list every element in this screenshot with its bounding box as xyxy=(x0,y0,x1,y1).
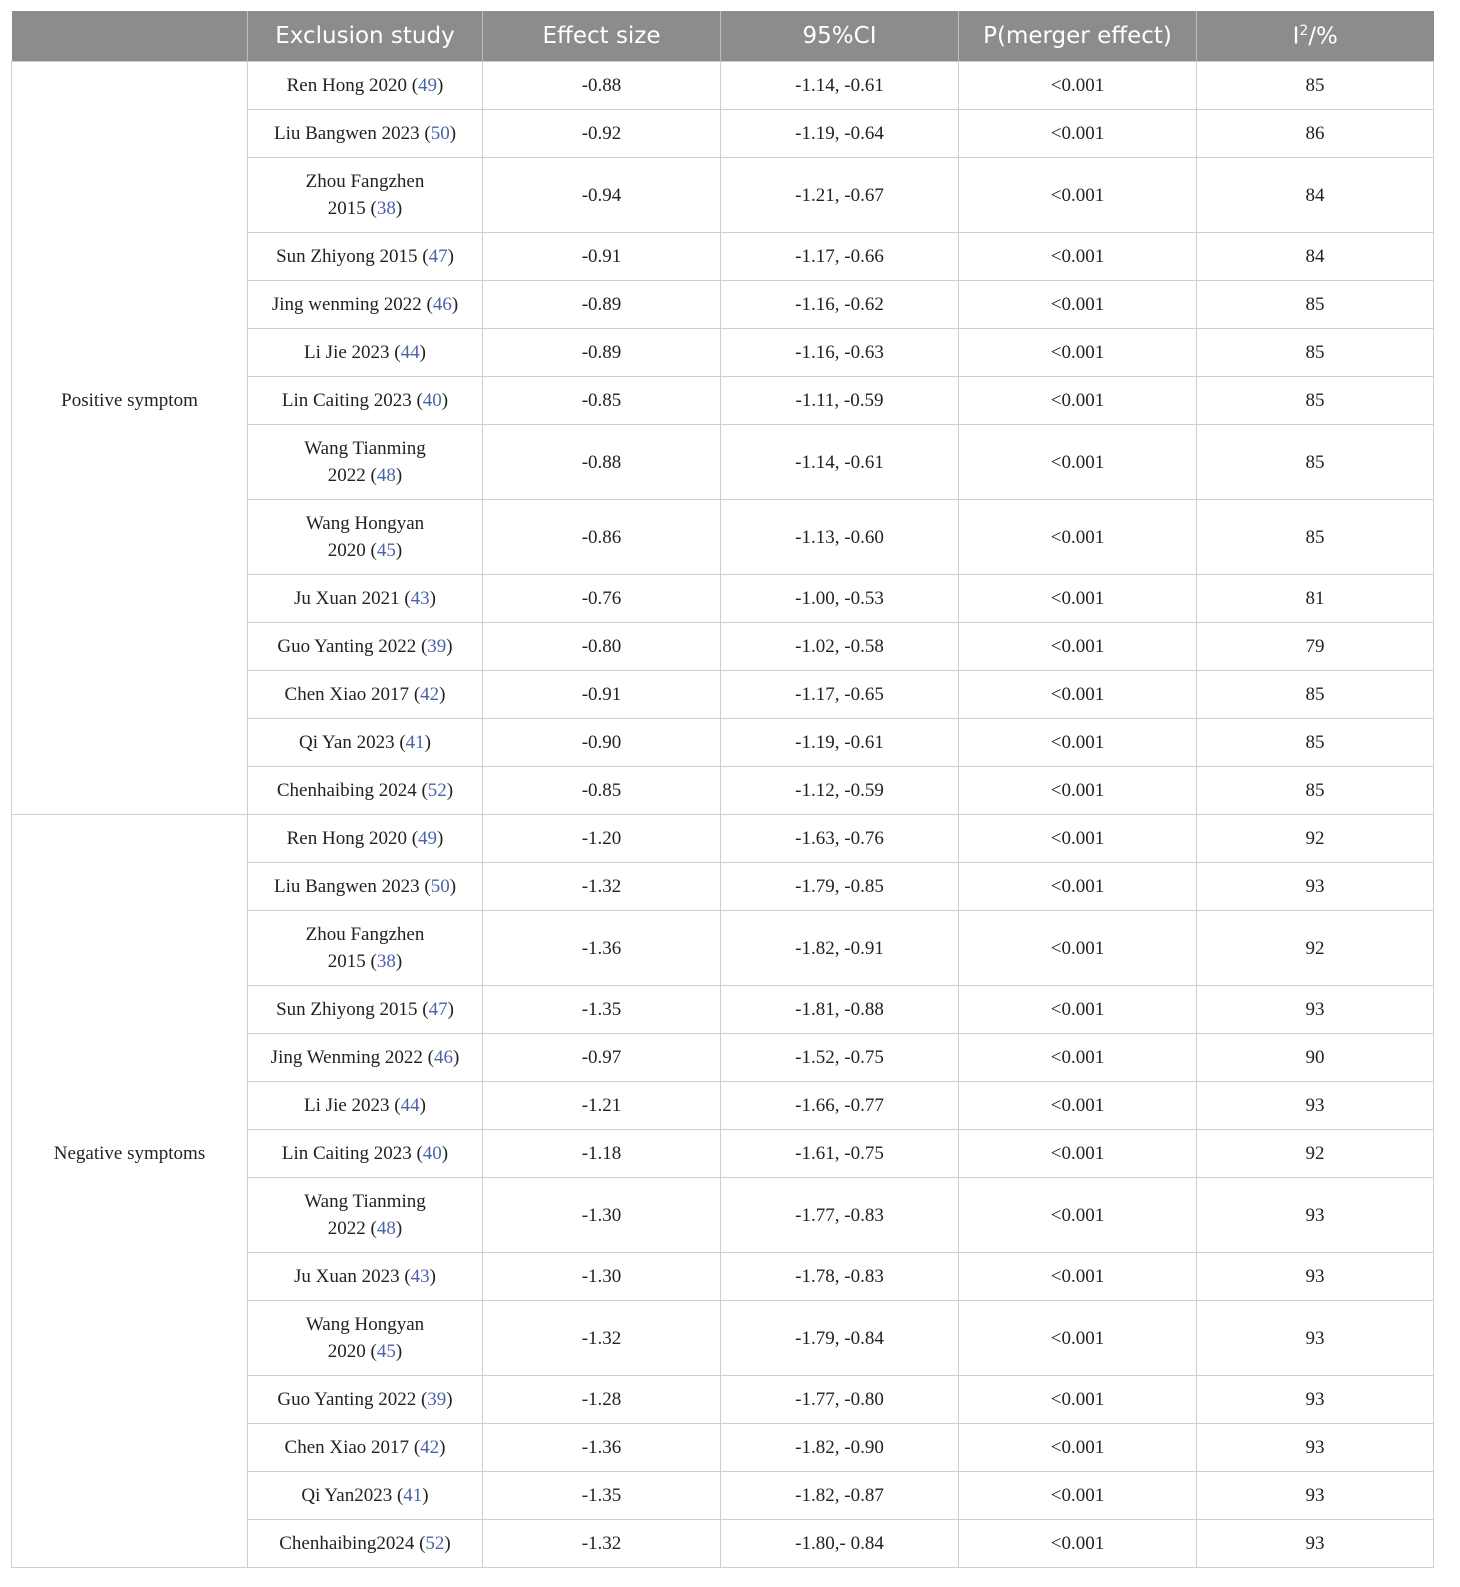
group-label-cell xyxy=(12,1253,248,1301)
study-cell: Jing wenming 2022 (46) xyxy=(248,281,483,329)
table-row xyxy=(12,911,1434,986)
reference-link[interactable]: 41 xyxy=(403,1485,423,1506)
ci-cell: -1.17, -0.65 xyxy=(721,671,959,719)
effect-size-cell: -1.21 xyxy=(483,1082,721,1130)
reference-link[interactable]: 47 xyxy=(428,246,448,267)
p-value-cell: <0.001 xyxy=(959,1301,1197,1376)
reference-link[interactable]: 40 xyxy=(422,390,442,411)
reference-link[interactable]: 39 xyxy=(427,1389,447,1410)
study-cell: Wang Tianming 2022 (48) xyxy=(248,425,483,500)
i2-cell: 79 xyxy=(1197,623,1434,671)
reference-link[interactable]: 43 xyxy=(410,588,430,609)
study-cell: Guo Yanting 2022 (39) xyxy=(248,1376,483,1424)
effect-size-cell: -0.85 xyxy=(483,767,721,815)
reference-link[interactable]: 49 xyxy=(418,75,438,96)
reference-link[interactable]: 50 xyxy=(430,123,450,144)
ci-cell: -1.79, -0.85 xyxy=(721,863,959,911)
i2-cell: 93 xyxy=(1197,1301,1434,1376)
study-cell: Qi Yan 2023 (41) xyxy=(248,719,483,767)
effect-size-cell: -0.88 xyxy=(483,62,721,110)
ci-cell: -1.79, -0.84 xyxy=(721,1301,959,1376)
p-value-cell: <0.001 xyxy=(959,281,1197,329)
table-row xyxy=(12,815,1434,863)
table-row xyxy=(12,1253,1434,1301)
ci-cell: -1.11, -0.59 xyxy=(721,377,959,425)
group-label-cell xyxy=(12,158,248,233)
study-cell: Sun Zhiyong 2015 (47) xyxy=(248,233,483,281)
i2-cell: 85 xyxy=(1197,281,1434,329)
i2-cell: 84 xyxy=(1197,233,1434,281)
study-name: Wang Tianming xyxy=(304,1191,426,1212)
effect-size-cell: -0.92 xyxy=(483,110,721,158)
table-row xyxy=(12,1472,1434,1520)
header-effect-size: Effect size xyxy=(483,11,721,62)
study-cell: Ren Hong 2020 (49) xyxy=(248,815,483,863)
p-value-cell: <0.001 xyxy=(959,1472,1197,1520)
i2-cell: 92 xyxy=(1197,815,1434,863)
effect-size-cell: -1.18 xyxy=(483,1130,721,1178)
ci-cell: -1.16, -0.62 xyxy=(721,281,959,329)
header-group xyxy=(12,11,248,62)
reference-link[interactable]: 38 xyxy=(376,951,396,972)
reference-link[interactable]: 48 xyxy=(376,465,396,486)
p-value-cell: <0.001 xyxy=(959,110,1197,158)
reference-link[interactable]: 46 xyxy=(432,294,452,315)
study-name: Li Jie 2023 xyxy=(304,342,390,363)
study-cell: Chen Xiao 2017 (42) xyxy=(248,671,483,719)
effect-size-cell: -0.88 xyxy=(483,425,721,500)
ci-cell: -1.16, -0.63 xyxy=(721,329,959,377)
i2-cell: 85 xyxy=(1197,62,1434,110)
study-name: Liu Bangwen 2023 xyxy=(273,123,420,144)
study-name: Wang Hongyan xyxy=(305,1314,425,1335)
study-name: Ren Hong 2020 xyxy=(286,75,407,96)
study-name: Guo Yanting 2022 xyxy=(277,636,417,657)
study-name: Liu Bangwen 2023 xyxy=(273,876,420,897)
ci-cell: -1.17, -0.66 xyxy=(721,233,959,281)
study-cell: Zhou Fangzhen 2015 (38) xyxy=(248,158,483,233)
effect-size-cell: -0.91 xyxy=(483,233,721,281)
effect-size-cell: -0.89 xyxy=(483,329,721,377)
i2-cell: 93 xyxy=(1197,1376,1434,1424)
study-year: 2015 xyxy=(327,198,366,219)
study-year: 2020 xyxy=(327,540,366,561)
reference-link[interactable]: 44 xyxy=(400,1095,420,1116)
effect-size-cell: -0.85 xyxy=(483,377,721,425)
reference-link[interactable]: 48 xyxy=(376,1218,396,1239)
study-name: Guo Yanting 2022 xyxy=(277,1389,417,1410)
group-label-cell xyxy=(12,110,248,158)
ci-cell: -1.21, -0.67 xyxy=(721,158,959,233)
i2-cell: 85 xyxy=(1197,425,1434,500)
i2-cell: 85 xyxy=(1197,767,1434,815)
effect-size-cell: -0.80 xyxy=(483,623,721,671)
group-label-cell xyxy=(12,500,248,575)
table-row xyxy=(12,575,1434,623)
p-value-cell: <0.001 xyxy=(959,1253,1197,1301)
group-label: Positive symptom xyxy=(61,390,198,411)
reference-link[interactable]: 50 xyxy=(430,876,450,897)
study-name: Chen Xiao 2017 xyxy=(284,684,410,705)
group-label-cell xyxy=(12,671,248,719)
table-row xyxy=(12,62,1434,110)
study-cell: Qi Yan2023 (41) xyxy=(248,1472,483,1520)
reference-link[interactable]: 43 xyxy=(410,1266,430,1287)
i2-cell: 93 xyxy=(1197,1472,1434,1520)
group-label-cell xyxy=(12,1301,248,1376)
table-row xyxy=(12,719,1434,767)
reference-link[interactable]: 52 xyxy=(427,780,447,801)
i2-cell: 90 xyxy=(1197,1034,1434,1082)
table-row xyxy=(12,425,1434,500)
reference-link[interactable]: 47 xyxy=(428,999,448,1020)
study-name: Jing Wenming 2022 xyxy=(270,1047,423,1068)
p-value-cell: <0.001 xyxy=(959,986,1197,1034)
study-cell: Jing Wenming 2022 (46) xyxy=(248,1034,483,1082)
study-name: Li Jie 2023 xyxy=(304,1095,390,1116)
study-year: 2015 xyxy=(327,951,366,972)
study-name: Lin Caiting 2023 xyxy=(281,390,412,411)
table-row xyxy=(12,1301,1434,1376)
group-label-cell xyxy=(12,1376,248,1424)
table-row xyxy=(12,986,1434,1034)
i2-cell: 93 xyxy=(1197,1424,1434,1472)
study-name: Sun Zhiyong 2015 xyxy=(276,246,418,267)
effect-size-cell: -1.36 xyxy=(483,911,721,986)
group-label-cell xyxy=(12,815,248,863)
table-row xyxy=(12,863,1434,911)
group-label-cell xyxy=(12,1424,248,1472)
table-row xyxy=(12,377,1434,425)
effect-size-cell: -1.36 xyxy=(483,1424,721,1472)
p-value-cell: <0.001 xyxy=(959,1520,1197,1568)
sensitivity-analysis-table xyxy=(11,11,1434,1568)
i2-cell: 93 xyxy=(1197,1520,1434,1568)
effect-size-cell: -1.30 xyxy=(483,1178,721,1253)
group-label-cell xyxy=(12,623,248,671)
i2-cell: 93 xyxy=(1197,863,1434,911)
p-value-cell: <0.001 xyxy=(959,815,1197,863)
ci-cell: -1.61, -0.75 xyxy=(721,1130,959,1178)
study-cell: Wang Hongyan 2020 (45) xyxy=(248,500,483,575)
effect-size-cell: -1.32 xyxy=(483,1301,721,1376)
i2-cell: 81 xyxy=(1197,575,1434,623)
ci-cell: -1.14, -0.61 xyxy=(721,62,959,110)
study-name: Sun Zhiyong 2015 xyxy=(276,999,418,1020)
group-label-cell xyxy=(12,1520,248,1568)
study-cell: Li Jie 2023 (44) xyxy=(248,1082,483,1130)
p-value-cell: <0.001 xyxy=(959,1376,1197,1424)
table-row xyxy=(12,1082,1434,1130)
table-row xyxy=(12,623,1434,671)
group-label-cell xyxy=(12,425,248,500)
ci-cell: -1.82, -0.90 xyxy=(721,1424,959,1472)
study-name: Qi Yan2023 xyxy=(301,1485,393,1506)
table-row xyxy=(12,671,1434,719)
group-label-cell xyxy=(12,377,248,425)
reference-link[interactable]: 49 xyxy=(418,828,438,849)
ci-cell: -1.19, -0.61 xyxy=(721,719,959,767)
header-exclusion-study: Exclusion study xyxy=(248,11,483,62)
table-row xyxy=(12,500,1434,575)
p-value-cell: <0.001 xyxy=(959,425,1197,500)
reference-link[interactable]: 46 xyxy=(433,1047,453,1068)
ci-cell: -1.81, -0.88 xyxy=(721,986,959,1034)
p-value-cell: <0.001 xyxy=(959,377,1197,425)
group-label-cell xyxy=(12,863,248,911)
table-row xyxy=(12,281,1434,329)
reference-link[interactable]: 38 xyxy=(376,198,396,219)
p-value-cell: <0.001 xyxy=(959,500,1197,575)
study-year: 2022 xyxy=(327,465,366,486)
study-cell: Wang Hongyan 2020 (45) xyxy=(248,1301,483,1376)
effect-size-cell: -1.32 xyxy=(483,1520,721,1568)
study-cell: Ju Xuan 2021 (43) xyxy=(248,575,483,623)
reference-link[interactable]: 52 xyxy=(425,1533,445,1554)
ci-cell: -1.80,- 0.84 xyxy=(721,1520,959,1568)
table-row xyxy=(12,1520,1434,1568)
study-cell: Lin Caiting 2023 (40) xyxy=(248,1130,483,1178)
i2-cell: 86 xyxy=(1197,110,1434,158)
study-year: 2020 xyxy=(327,1341,366,1362)
study-name: Ju Xuan 2021 xyxy=(294,588,400,609)
study-cell: Guo Yanting 2022 (39) xyxy=(248,623,483,671)
study-cell: Chenhaibing2024 (52) xyxy=(248,1520,483,1568)
study-cell: Lin Caiting 2023 (40) xyxy=(248,377,483,425)
group-label-cell xyxy=(12,1082,248,1130)
effect-size-cell: -1.28 xyxy=(483,1376,721,1424)
reference-link[interactable]: 42 xyxy=(420,1437,440,1458)
group-label-cell xyxy=(12,719,248,767)
reference-link[interactable]: 39 xyxy=(427,636,447,657)
study-name: Ren Hong 2020 xyxy=(286,828,407,849)
ci-cell: -1.77, -0.80 xyxy=(721,1376,959,1424)
group-label-cell xyxy=(12,329,248,377)
reference-link[interactable]: 45 xyxy=(376,540,396,561)
reference-link[interactable]: 44 xyxy=(400,342,420,363)
i2-cell: 92 xyxy=(1197,1130,1434,1178)
study-cell: Zhou Fangzhen 2015 (38) xyxy=(248,911,483,986)
p-value-cell: <0.001 xyxy=(959,1424,1197,1472)
i2-cell: 93 xyxy=(1197,1178,1434,1253)
reference-link[interactable]: 40 xyxy=(422,1143,442,1164)
effect-size-cell: -0.97 xyxy=(483,1034,721,1082)
ci-cell: -1.82, -0.91 xyxy=(721,911,959,986)
i2-cell: 85 xyxy=(1197,719,1434,767)
study-year: 2022 xyxy=(327,1218,366,1239)
group-label-cell xyxy=(12,62,248,110)
i2-cell: 85 xyxy=(1197,329,1434,377)
ci-cell: -1.00, -0.53 xyxy=(721,575,959,623)
table-row xyxy=(12,1130,1434,1178)
group-label-cell xyxy=(12,986,248,1034)
study-cell: Ju Xuan 2023 (43) xyxy=(248,1253,483,1301)
i2-cell: 93 xyxy=(1197,986,1434,1034)
header-i2: $I^2/\%$ xyxy=(1197,11,1434,62)
i2-cell: 92 xyxy=(1197,911,1434,986)
p-value-cell: <0.001 xyxy=(959,62,1197,110)
effect-size-cell: -0.89 xyxy=(483,281,721,329)
group-label-cell xyxy=(12,1178,248,1253)
ci-cell: -1.52, -0.75 xyxy=(721,1034,959,1082)
group-label-cell xyxy=(12,233,248,281)
i2-cell: 93 xyxy=(1197,1082,1434,1130)
study-name: Chen Xiao 2017 xyxy=(284,1437,410,1458)
effect-size-cell: -1.35 xyxy=(483,986,721,1034)
group-label-cell xyxy=(12,767,248,815)
table-body xyxy=(12,62,1434,1568)
study-cell: Li Jie 2023 (44) xyxy=(248,329,483,377)
effect-size-cell: -1.20 xyxy=(483,815,721,863)
p-value-cell: <0.001 xyxy=(959,329,1197,377)
effect-size-cell: -0.86 xyxy=(483,500,721,575)
study-name: Zhou Fangzhen xyxy=(305,924,425,945)
table-header xyxy=(12,11,1434,62)
effect-size-cell: -1.35 xyxy=(483,1472,721,1520)
ci-cell: -1.13, -0.60 xyxy=(721,500,959,575)
study-cell: Sun Zhiyong 2015 (47) xyxy=(248,986,483,1034)
table-row xyxy=(12,233,1434,281)
ci-cell: -1.63, -0.76 xyxy=(721,815,959,863)
header-ci: 95%CI xyxy=(721,11,959,62)
reference-link[interactable]: 42 xyxy=(420,684,440,705)
study-cell: Chenhaibing 2024 (52) xyxy=(248,767,483,815)
ci-cell: -1.78, -0.83 xyxy=(721,1253,959,1301)
reference-link[interactable]: 45 xyxy=(376,1341,396,1362)
group-label-cell xyxy=(12,575,248,623)
p-value-cell: <0.001 xyxy=(959,158,1197,233)
p-value-cell: <0.001 xyxy=(959,719,1197,767)
study-name: Jing wenming 2022 xyxy=(271,294,422,315)
p-value-cell: <0.001 xyxy=(959,233,1197,281)
ci-cell: -1.82, -0.87 xyxy=(721,1472,959,1520)
p-value-cell: <0.001 xyxy=(959,767,1197,815)
table-row xyxy=(12,1424,1434,1472)
ci-cell: -1.77, -0.83 xyxy=(721,1178,959,1253)
table-row xyxy=(12,1034,1434,1082)
group-label-cell xyxy=(12,281,248,329)
effect-size-cell: -1.30 xyxy=(483,1253,721,1301)
table-row xyxy=(12,158,1434,233)
p-value-cell: <0.001 xyxy=(959,671,1197,719)
i2-cell: 84 xyxy=(1197,158,1434,233)
table-container xyxy=(11,11,1433,1568)
group-label-cell xyxy=(12,1472,248,1520)
i2-cell: 85 xyxy=(1197,671,1434,719)
p-value-cell: <0.001 xyxy=(959,863,1197,911)
study-name: Chenhaibing 2024 xyxy=(276,780,417,801)
study-name: Lin Caiting 2023 xyxy=(281,1143,412,1164)
study-name: Zhou Fangzhen xyxy=(305,171,425,192)
effect-size-cell: -1.32 xyxy=(483,863,721,911)
ci-cell: -1.14, -0.61 xyxy=(721,425,959,500)
table-row xyxy=(12,329,1434,377)
p-value-cell: <0.001 xyxy=(959,623,1197,671)
p-value-cell: <0.001 xyxy=(959,1034,1197,1082)
ci-cell: -1.02, -0.58 xyxy=(721,623,959,671)
p-value-cell: <0.001 xyxy=(959,575,1197,623)
study-name: Wang Hongyan xyxy=(305,513,425,534)
study-name: Ju Xuan 2023 xyxy=(294,1266,400,1287)
i2-cell: 93 xyxy=(1197,1253,1434,1301)
ci-cell: -1.66, -0.77 xyxy=(721,1082,959,1130)
table-row xyxy=(12,1376,1434,1424)
p-value-cell: <0.001 xyxy=(959,1082,1197,1130)
group-label-cell xyxy=(12,1130,248,1178)
p-value-cell: <0.001 xyxy=(959,1178,1197,1253)
study-cell: Liu Bangwen 2023 (50) xyxy=(248,110,483,158)
reference-link[interactable]: 41 xyxy=(405,732,425,753)
table-row xyxy=(12,1178,1434,1253)
group-label-cell xyxy=(12,911,248,986)
i2-cell: 85 xyxy=(1197,377,1434,425)
effect-size-cell: -0.76 xyxy=(483,575,721,623)
study-name: Wang Tianming xyxy=(304,438,426,459)
group-label: Negative symptoms xyxy=(53,1143,206,1164)
ci-cell: -1.19, -0.64 xyxy=(721,110,959,158)
study-cell: Wang Tianming 2022 (48) xyxy=(248,1178,483,1253)
p-value-cell: <0.001 xyxy=(959,911,1197,986)
table-row xyxy=(12,767,1434,815)
i2-cell: 85 xyxy=(1197,500,1434,575)
group-label-cell xyxy=(12,1034,248,1082)
table-row xyxy=(12,110,1434,158)
effect-size-cell: -0.94 xyxy=(483,158,721,233)
study-cell: Liu Bangwen 2023 (50) xyxy=(248,863,483,911)
effect-size-cell: -0.90 xyxy=(483,719,721,767)
effect-size-cell: -0.91 xyxy=(483,671,721,719)
study-cell: Chen Xiao 2017 (42) xyxy=(248,1424,483,1472)
ci-cell: -1.12, -0.59 xyxy=(721,767,959,815)
study-name: Qi Yan 2023 xyxy=(299,732,395,753)
header-p-value: P(merger effect) xyxy=(959,11,1197,62)
p-value-cell: <0.001 xyxy=(959,1130,1197,1178)
study-name: Chenhaibing2024 xyxy=(279,1533,415,1554)
study-cell: Ren Hong 2020 (49) xyxy=(248,62,483,110)
